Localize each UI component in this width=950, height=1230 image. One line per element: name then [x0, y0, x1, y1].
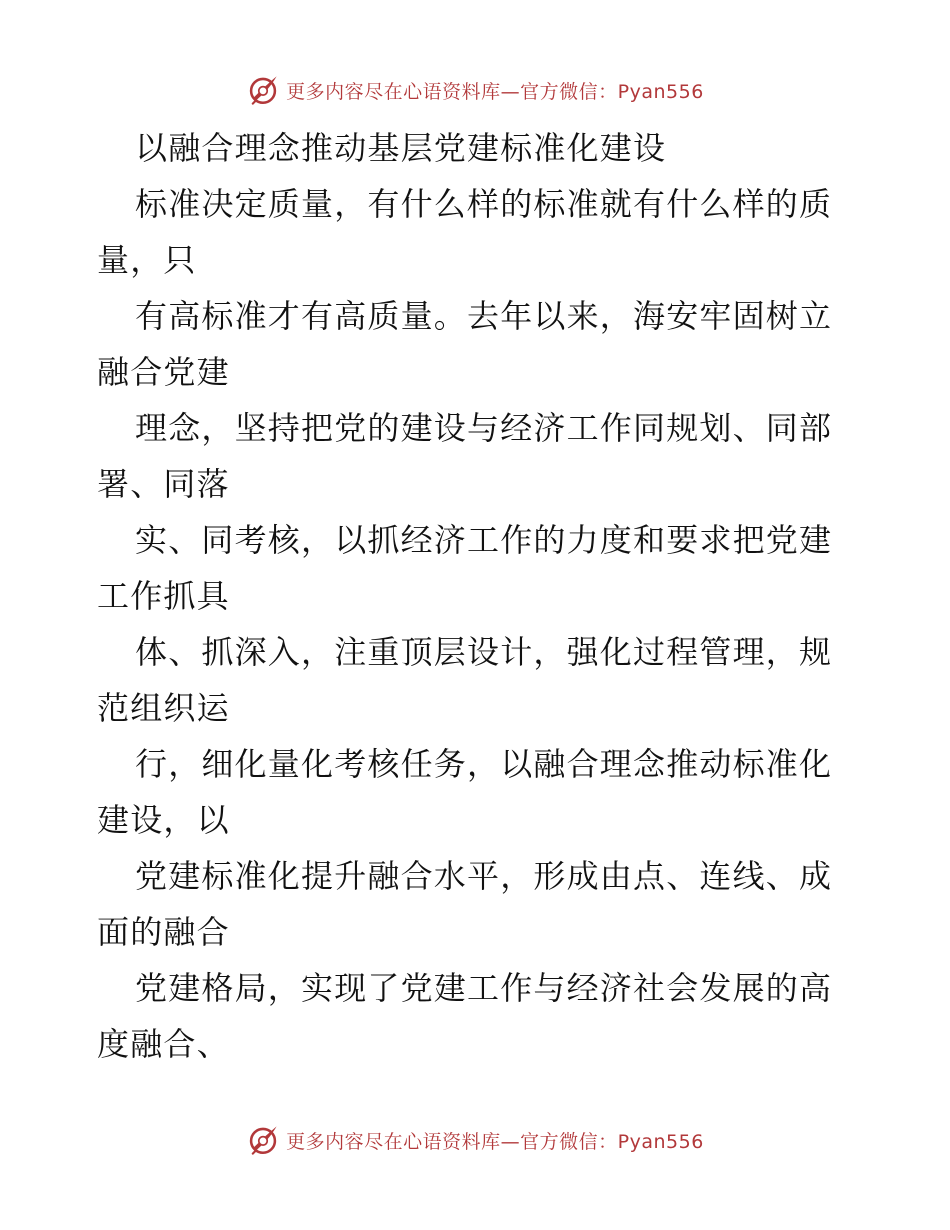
paragraph-line: 署、同落	[97, 465, 230, 503]
document-body	[97, 120, 857, 1072]
paragraph-line: 范组织运	[97, 689, 230, 727]
header-banner	[0, 70, 950, 110]
paragraph-line: 工作抓具	[97, 577, 230, 615]
document-title: 以融合理念推动基层党建标准化建设	[135, 129, 667, 167]
quill-pen-logo-icon	[246, 1123, 280, 1157]
paragraph-line: 度融合、	[97, 1025, 230, 1063]
paragraph-line: 量，只	[97, 241, 197, 279]
paragraph-line: 标准决定质量，有什么样的标准就有什么样的质	[135, 185, 833, 223]
paragraph-line: 行，细化量化考核任务，以融合理念推动标准化	[135, 745, 833, 783]
footer-banner-text: 更多内容尽在心语资料库—官方微信：Pyan556	[286, 1130, 704, 1153]
paragraph-line: 体、抓深入，注重顶层设计，强化过程管理，规	[135, 633, 833, 671]
paragraph-line: 融合党建	[97, 353, 230, 391]
footer-banner	[0, 1120, 950, 1160]
paragraph-line: 面的融合	[97, 913, 230, 951]
paragraph-line: 党建标准化提升融合水平，形成由点、连线、成	[135, 857, 833, 895]
paragraph-line: 实、同考核，以抓经济工作的力度和要求把党建	[135, 521, 833, 559]
quill-pen-logo-icon	[246, 73, 280, 107]
paragraph-line: 有高标准才有高质量。去年以来，海安牢固树立	[135, 297, 833, 335]
paragraph-line: 理念，坚持把党的建设与经济工作同规划、同部	[135, 409, 833, 447]
paragraph-line: 建设，以	[97, 801, 230, 839]
paragraph-line: 党建格局，实现了党建工作与经济社会发展的高	[135, 969, 833, 1007]
header-banner-text: 更多内容尽在心语资料库—官方微信：Pyan556	[286, 80, 704, 103]
